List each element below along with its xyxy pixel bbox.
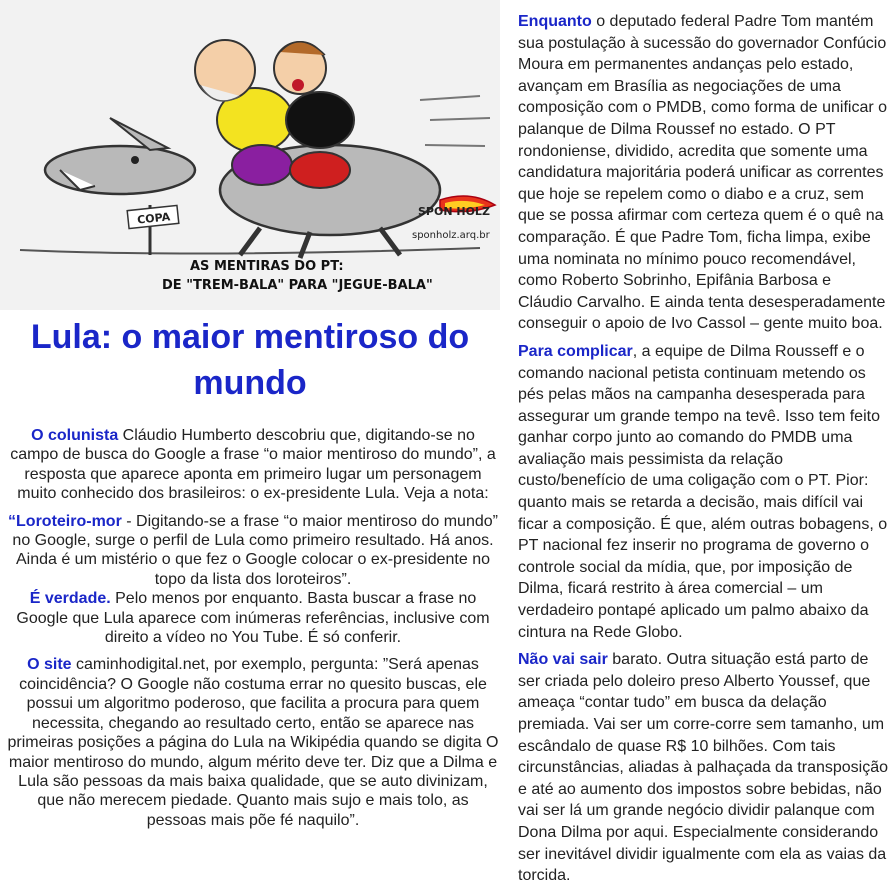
left-column — [6, 426, 500, 838]
rider-pants-red — [290, 152, 350, 188]
headline-line1: Lula: o maior mentiroso do — [30, 318, 470, 356]
headline-line2: mundo — [193, 364, 307, 402]
cartoon-illustration — [0, 0, 500, 310]
paragraph — [6, 589, 500, 647]
donkey-head — [45, 146, 195, 194]
paragraph — [518, 11, 888, 335]
paragraph-lead: Enquanto — [518, 13, 592, 30]
paragraph-lead: O colunista — [31, 427, 119, 444]
paragraph — [518, 341, 888, 643]
paragraph-text: Cláudio Humberto descobriu que, digitando-se no campo de busca do Google a frase “o maior mentiroso do mundo”, a resposta que aparece aponta em primeiro lugar um personagem muito conhecido dos brasileiros: o ex-presidente Lula. Veja a nota: — [10, 427, 496, 503]
paragraph-text: , a equipe de Dilma Rousseff e o comando nacional petista continuam metendo os pés pelas mãos na campanha desesperada para assegurar um grande tempo na tevê. Isso tem feito ganhar corpo junto ao comando do PMDB uma avaliação mais pessimista da relação custo/benefício de uma coligação com o PT. Pior: quanto mais se retarda a decisão, mais difícil vai ficar a composição. É que, além outras bobagens, o PT nacional fez inserir no programa de governo o controle social da mídia, que, por imposição de Dilma, ficará restrito à área comercial – um verdadeiro pontapé aplicado um palmo abaixo da cintura na Rede Globo. — [518, 342, 888, 641]
caption-line2: DE "TREM-BALA" PARA "JEGUE-BALA" — [162, 278, 433, 293]
paragraph — [6, 426, 500, 504]
paragraph-lead: Para complicar — [518, 342, 633, 360]
paragraph-text: Pelo menos por enquanto. Basta buscar a frase no Google que Lula aparece com inúmeras referências, inclusive com direito a vídeo no You Tube. É só conferir. — [16, 590, 490, 647]
paragraph-text: barato. Outra situação está parto de ser criada pelo doleiro preso Alberto Youssef, que ameaça “contar tudo” em busca da delação premiada. Vai ser um corre-corre sem tamanho, um escândalo de quase R$ 10 bilhões. Com tais circunstâncias, aliadas à palhaçada da transposição e até ao aumento dos impostos sobre bebidas, não vai ser lá um grande negócio dividir palanque com Dona Dilma por aqui. Especialmente considerando ser inevitável dividir igualmente com ela as vaias da torcida. — [518, 651, 889, 885]
ground-line — [20, 248, 480, 254]
artist-signature: SPON HOLZ — [418, 205, 490, 218]
paragraph — [6, 655, 500, 830]
article-headline — [0, 314, 500, 406]
paragraph-text: caminhodigital.net, por exemplo, pergunta: ”Será apenas coincidência? O Google não costuma errar no quesito buscas, ele possui um algoritmo poderoso, que facilita a procura para quem necessita, chegando ao resultado certo, então se aparece nas primeiras posições a página do Lula na Wikipédia quando se digita O maior mentiroso do mundo, algum mérito deve ter. Diz que a Dilma e Lula são pessoas da mais baixa qualidade, que se auto divinizam, que não merecem piedade. Quanto mais sujo e mais tolo, as pessoas mais põe fé naquilo”. — [7, 656, 499, 829]
right-column — [518, 11, 888, 893]
donkey-eye — [131, 156, 139, 164]
paragraph-lead: O site — [27, 656, 72, 674]
artist-site: sponholz.arq.br — [412, 230, 490, 241]
copa-sign-text: COPA — [136, 210, 171, 227]
caption-line1: AS MENTIRAS DO PT: — [190, 259, 344, 274]
rider-shirt-black — [286, 92, 354, 148]
rider-pants-purple — [232, 145, 292, 185]
speed-lines — [420, 96, 490, 146]
paragraph-lead: É verdade. — [29, 590, 111, 608]
mouth-open — [292, 79, 304, 91]
quote-paragraph — [6, 512, 500, 590]
cartoon-drawing — [0, 0, 500, 310]
paragraph-lead: “Loroteiro-mor — [8, 512, 122, 530]
paragraph-text: o deputado federal Padre Tom mantém sua postulação à sucessão do governador Confúcio Moura em permanentes andanças pelo estado, avançam em Brasília as negociações de uma composição com o PMDB, como forma de unificar o palanque de Dilma Roussef no estado. O PT rondoniense, dividido, acredita que somente uma candidatura majoritária poderá unificar as correntes que hoje se repelem como o diabo e a cruz, sem que se possa afirmar com certeza quem é o quê na comparação. É que Padre Tom, ficha limpa, exibe uma nominata no mínimo pouco recomendável, como Roberto Sobrinho, Epifânia Barbosa e Cláudio Carvalho. E ainda tenta desesperadamente conseguir o apoio de Ivo Cassol – gente muito boa. — [518, 13, 888, 333]
paragraph-text: - Digitando-se a frase “o maior mentiroso do mundo” no Google, surge o perfil de Lula como primeiro resultado. Há anos. Ainda é um mistério o que fez o Google colocar o ex-presidente no topo da lista dos loroteiros”. — [12, 512, 498, 588]
paragraph-lead: Não vai sair — [518, 651, 608, 669]
paragraph — [518, 649, 888, 887]
